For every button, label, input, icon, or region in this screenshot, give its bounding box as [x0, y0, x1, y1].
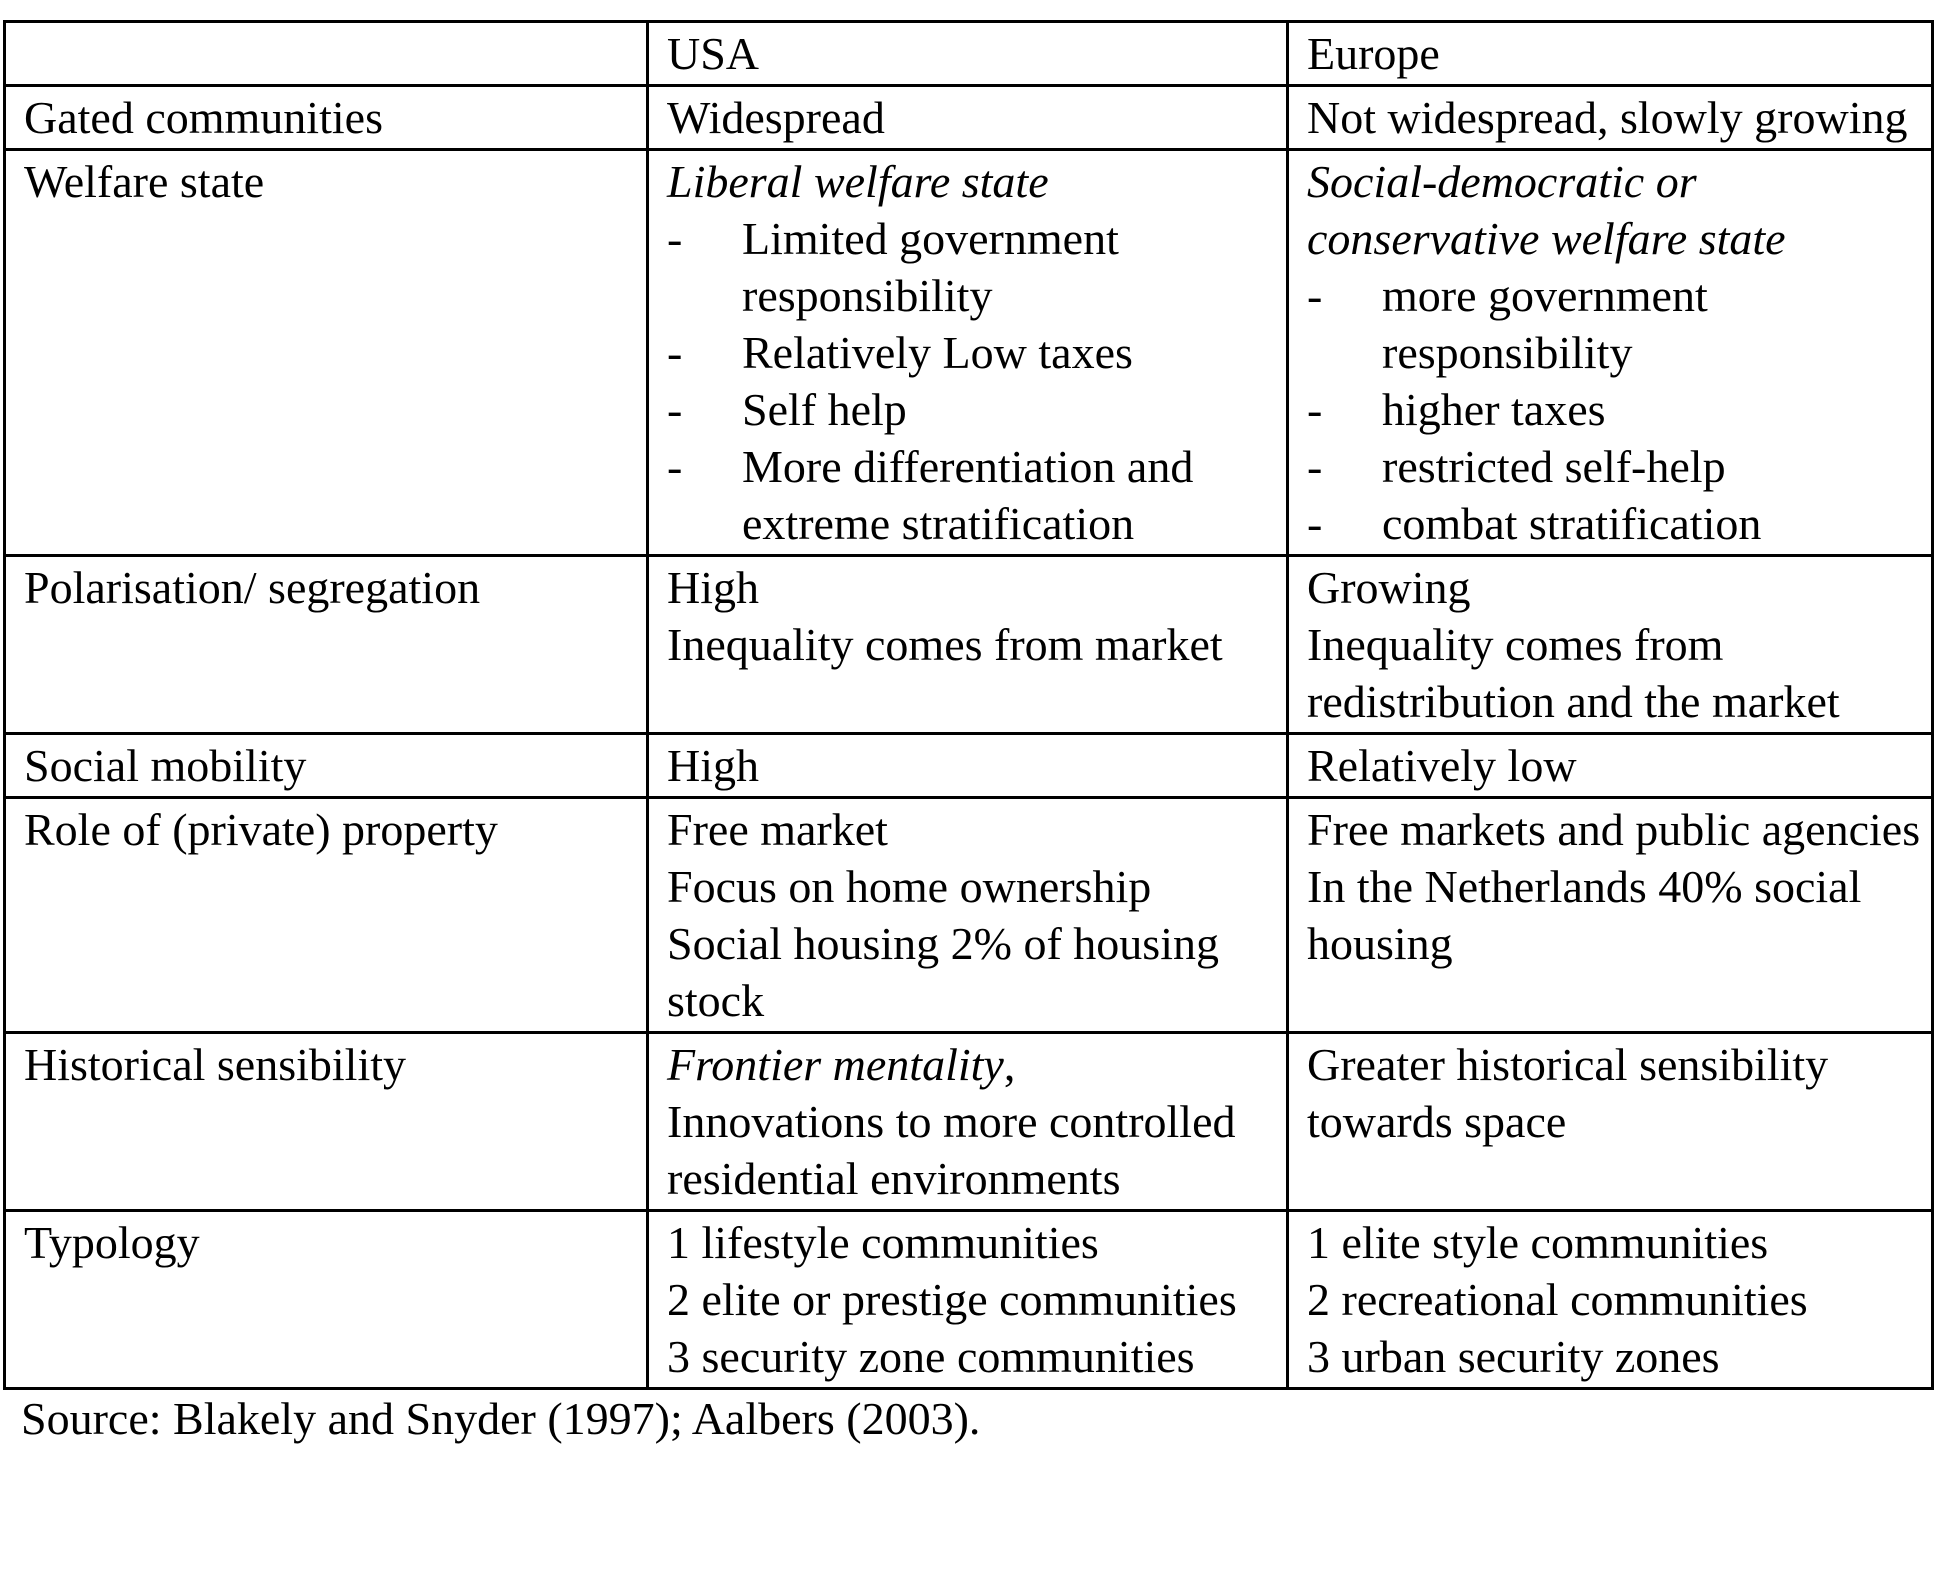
- row-label-polarisation: Polarisation/ segregation: [5, 556, 648, 734]
- table-header-row: [5, 22, 1933, 86]
- document: [3, 20, 1931, 1447]
- cell-typology-usa: [648, 1211, 1288, 1389]
- frontier-mentality-text: Frontier mentality: [667, 1039, 1004, 1090]
- list-item: [1307, 267, 1921, 381]
- welfare-usa-title: Liberal welfare state: [667, 156, 1049, 207]
- dash-bullet: -: [1307, 498, 1323, 549]
- cell-line: In the Netherlands 40% social housing: [1307, 861, 1862, 969]
- list-item-text: more government responsibility: [1382, 270, 1708, 378]
- cell-line: [667, 1036, 1276, 1093]
- cell-text: Greater historical sensibility towards space: [1307, 1039, 1829, 1147]
- cell-line: Focus on home ownership: [667, 861, 1152, 912]
- list-item: [667, 324, 1276, 381]
- cell-historical-europe: [1288, 1033, 1933, 1211]
- header-europe: Europe: [1288, 22, 1933, 86]
- cell-welfare-usa: [648, 150, 1288, 556]
- comma-text: ,: [1003, 1039, 1016, 1090]
- dash-bullet: -: [667, 327, 683, 378]
- cell-property-europe: [1288, 798, 1933, 1033]
- cell-line: Innovations to more controlled residential environments: [667, 1096, 1236, 1204]
- cell-historical-usa: [648, 1033, 1288, 1211]
- list-item-text: Self help: [742, 384, 907, 435]
- cell-polarisation-usa: [648, 556, 1288, 734]
- dash-bullet: -: [1307, 384, 1323, 435]
- comparison-table: [3, 20, 1934, 1390]
- welfare-europe-list: [1307, 267, 1921, 552]
- cell-text: Not widespread, slowly growing: [1307, 92, 1908, 143]
- cell-line: Inequality comes from market: [667, 619, 1223, 670]
- cell-polarisation-europe: [1288, 556, 1933, 734]
- cell-gated-europe: [1288, 86, 1933, 150]
- dash-bullet: -: [667, 441, 683, 492]
- cell-line: Social housing 2% of housing stock: [667, 918, 1219, 1026]
- cell-line: High: [667, 562, 759, 613]
- dash-bullet: -: [1307, 270, 1323, 321]
- cell-line: 2 recreational communities: [1307, 1274, 1808, 1325]
- cell-property-usa: [648, 798, 1288, 1033]
- table-row: [5, 86, 1933, 150]
- cell-mobility-usa: High: [648, 734, 1288, 798]
- row-label-welfare: Welfare state: [5, 150, 648, 556]
- list-item: [1307, 381, 1921, 438]
- table-row: [5, 734, 1933, 798]
- cell-line: 1 elite style communities: [1307, 1217, 1769, 1268]
- list-item: [667, 438, 1276, 552]
- cell-mobility-europe: Relatively low: [1288, 734, 1933, 798]
- dash-bullet: -: [1307, 441, 1323, 492]
- table-row: [5, 1211, 1933, 1389]
- table-row: [5, 556, 1933, 734]
- cell-line: Growing: [1307, 562, 1471, 613]
- row-label-mobility: Social mobility: [5, 734, 648, 798]
- row-label-typology: Typology: [5, 1211, 648, 1389]
- row-label-property: Role of (private) property: [5, 798, 648, 1033]
- row-label-historical: Historical sensibility: [5, 1033, 648, 1211]
- list-item: [1307, 495, 1921, 552]
- list-item-text: restricted self-help: [1382, 441, 1726, 492]
- list-item-text: Limited government responsibility: [742, 213, 1119, 321]
- cell-line: 2 elite or prestige communities: [667, 1274, 1237, 1325]
- list-item-text: combat stratification: [1382, 498, 1762, 549]
- cell-line: Free markets and public agencies: [1307, 804, 1921, 855]
- cell-line: Free market: [667, 804, 888, 855]
- cell-gated-usa: Widespread: [648, 86, 1288, 150]
- cell-typology-europe: [1288, 1211, 1933, 1389]
- list-item-text: higher taxes: [1382, 384, 1606, 435]
- cell-welfare-europe: [1288, 150, 1933, 556]
- dash-bullet: -: [667, 213, 683, 264]
- row-label-gated: Gated communities: [5, 86, 648, 150]
- welfare-europe-title: Social-democratic or conservative welfare state: [1307, 156, 1786, 264]
- list-item: [667, 210, 1276, 324]
- table-row: [5, 150, 1933, 556]
- list-item: [667, 381, 1276, 438]
- table-row: [5, 1033, 1933, 1211]
- welfare-usa-list: [667, 210, 1276, 552]
- cell-line: 3 security zone communities: [667, 1331, 1195, 1382]
- list-item: [1307, 438, 1921, 495]
- table-row: [5, 798, 1933, 1033]
- dash-bullet: -: [667, 384, 683, 435]
- header-usa: USA: [648, 22, 1288, 86]
- list-item-text: More differentiation and extreme stratification: [742, 441, 1194, 549]
- source-citation: Source: Blakely and Snyder (1997); Aalbers (2003).: [21, 1393, 981, 1444]
- header-blank-cell: [5, 22, 648, 86]
- cell-line: 3 urban security zones: [1307, 1331, 1720, 1382]
- list-item-text: Relatively Low taxes: [742, 327, 1133, 378]
- cell-line: Inequality comes from redistribution and the market: [1307, 619, 1840, 727]
- cell-line: 1 lifestyle communities: [667, 1217, 1099, 1268]
